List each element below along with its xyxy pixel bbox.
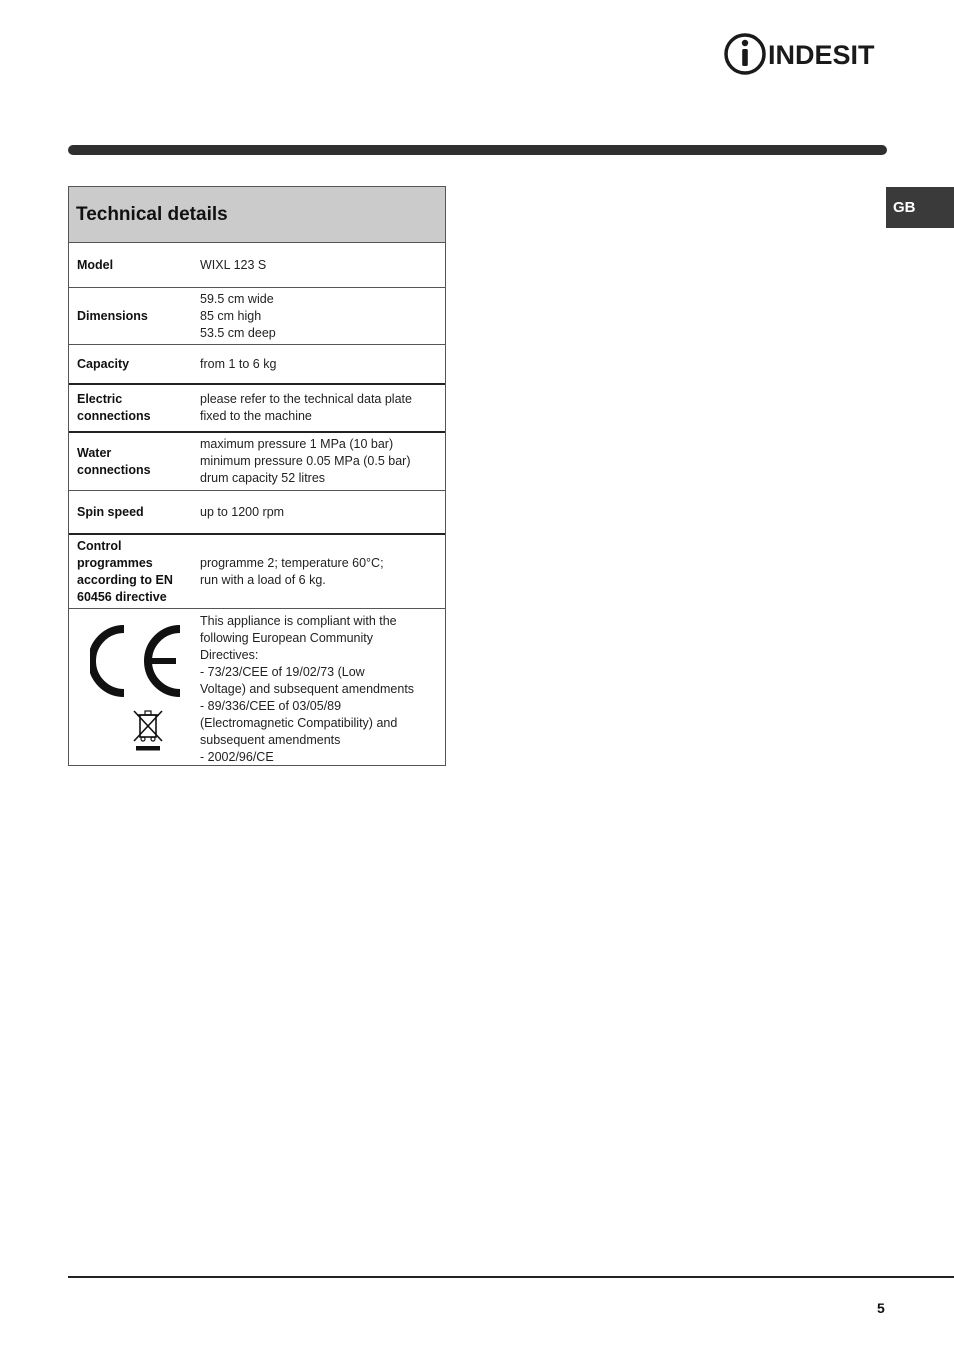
compliance-marks — [69, 609, 200, 765]
row-value: please refer to the technical data plate fixed to the machine — [200, 392, 412, 423]
page-number: 5 — [877, 1300, 885, 1316]
row-value: up to 1200 rpm — [200, 504, 285, 519]
row-label: Electric connections — [77, 392, 151, 423]
ce-mark-icon — [90, 625, 184, 697]
table-row — [69, 243, 445, 287]
row-label: Control programmes according to EN 60456 directive — [77, 538, 173, 604]
row-label: Capacity — [77, 356, 130, 371]
row-value: from 1 to 6 kg — [200, 356, 277, 371]
technical-details-table — [68, 186, 446, 766]
compliance-row — [69, 608, 445, 765]
table-row — [69, 287, 445, 344]
row-label: Water connections — [77, 445, 151, 477]
table-row — [69, 490, 445, 533]
row-value: 59.5 cm wide 85 cm high 53.5 cm deep — [200, 291, 276, 340]
row-value: programme 2; temperature 60°C; run with a load of 6 kg. — [200, 555, 384, 587]
table-row — [69, 431, 445, 490]
footer-rule — [68, 1276, 954, 1278]
language-tab: GB — [886, 187, 954, 228]
weee-bin-icon — [132, 709, 164, 753]
header-rule — [68, 145, 887, 155]
brand-wordmark: INDESIT — [768, 40, 875, 70]
table-row — [69, 344, 445, 383]
row-label: Model — [77, 257, 114, 272]
row-value: maximum pressure 1 MPa (10 bar) minimum pressure 0.05 MPa (0.5 bar) drum capacity 52 litres — [200, 437, 411, 485]
indesit-logo — [724, 33, 888, 75]
section-title: Technical details — [69, 187, 445, 243]
table-row — [69, 383, 445, 431]
row-label: Spin speed — [77, 504, 144, 519]
row-value: WIXL 123 S — [200, 257, 267, 272]
row-label: Dimensions — [77, 308, 148, 323]
compliance-text: This appliance is compliant with the following European Community Directives: - 73/23/CEE of 19/02/73 (Low Voltage) and subsequent amendments - 89/336/CEE of 03/05/89 (Electromagnetic Compatibility) and subsequent amendments - 2002/96/CE — [200, 614, 415, 764]
table-row — [69, 533, 445, 608]
